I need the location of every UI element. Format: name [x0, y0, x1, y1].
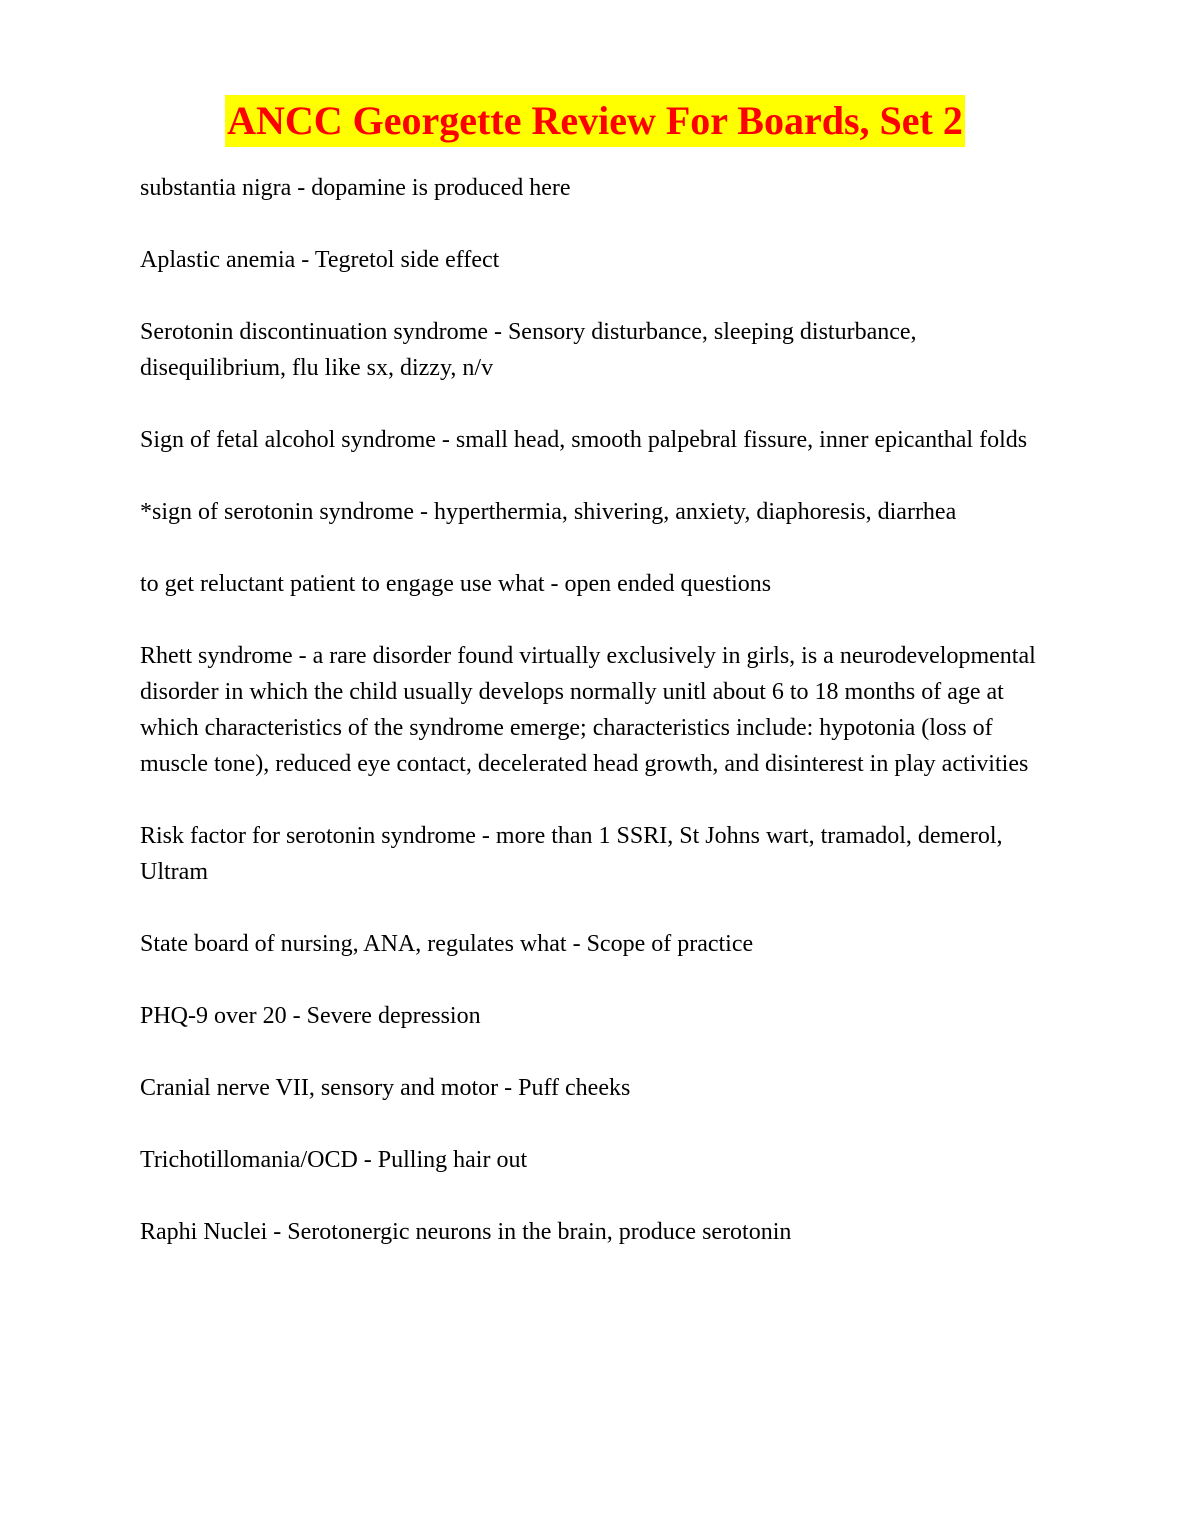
title-container: [0, 95, 1190, 147]
entry-item: Cranial nerve VII, sensory and motor - Puff cheeks: [140, 1075, 631, 1101]
entry-item: Risk factor for serotonin syndrome - more than 1 SSRI, St Johns wart, tramadol, demerol, Ultram: [140, 823, 1003, 885]
entry-item: Aplastic anemia - Tegretol side effect: [140, 247, 500, 273]
entry-item: Raphi Nuclei - Serotonergic neurons in the brain, produce serotonin: [140, 1219, 792, 1245]
document-title: ANCC Georgette Review For Boards, Set 2: [225, 95, 965, 147]
entry-item: *sign of serotonin syndrome - hyperthermia, shivering, anxiety, diaphoresis, diarrhea: [140, 499, 957, 525]
entry-item: Serotonin discontinuation syndrome - Sensory disturbance, sleeping disturbance, disequilibrium, flu like sx, dizzy, n/v: [140, 319, 917, 381]
entry-item: to get reluctant patient to engage use what - open ended questions: [140, 571, 772, 597]
entry-item: Rhett syndrome - a rare disorder found virtually exclusively in girls, is a neurodevelopmental disorder in which the child usually develops normally unitl about 6 to 18 months of age at which characteristics of the syndrome emerge; characteristics include: hypotonia (loss of muscle tone), reduced eye contact, decelerated head growth, and disinterest in play activities: [140, 643, 1036, 777]
entry-item: State board of nursing, ANA, regulates what - Scope of practice: [140, 931, 754, 957]
entry-item: substantia nigra - dopamine is produced here: [140, 175, 571, 201]
entry-item: PHQ-9 over 20 - Severe depression: [140, 1003, 481, 1029]
entry-item: Sign of fetal alcohol syndrome - small head, smooth palpebral fissure, inner epicanthal folds: [140, 427, 1028, 453]
entry-list: [140, 170, 1040, 1286]
entry-item: Trichotillomania/OCD - Pulling hair out: [140, 1147, 528, 1173]
